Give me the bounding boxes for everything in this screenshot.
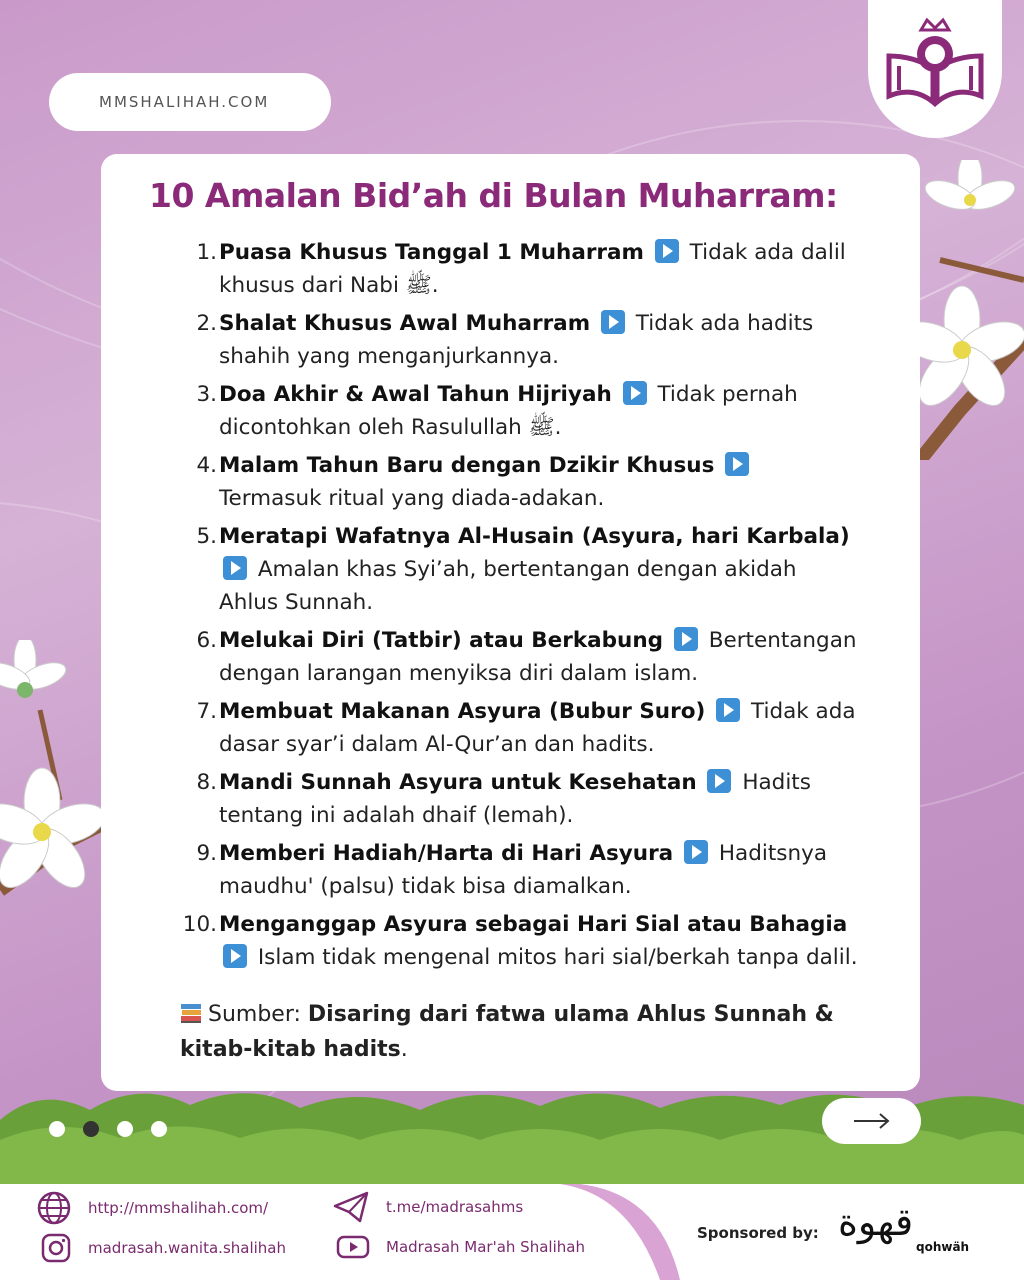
brand-logo-tab: [868, 0, 1002, 138]
list-item-text: [219, 766, 861, 832]
list-item-description: Bertentangan dengan larangan menyiksa diri dalam islam.: [219, 628, 857, 686]
list-item-title: Malam Tahun Baru dengan Dzikir Khusus: [219, 453, 715, 478]
carousel-dot[interactable]: [117, 1121, 133, 1137]
list-item-number: 10.: [182, 912, 217, 937]
site-pill-label: MMSHALIHAH.COM: [99, 93, 270, 111]
list-item-text: [219, 624, 861, 690]
play-icon: [674, 627, 698, 651]
list-item: [161, 449, 861, 515]
list-item-number: 3.: [196, 382, 217, 407]
list-item-text: [219, 449, 861, 515]
site-pill[interactable]: [49, 73, 331, 131]
list-item: [161, 624, 861, 690]
list-item-description: Islam tidak mengenal mitos hari sial/berkah tanpa dalil.: [257, 945, 858, 970]
list-item-text: [219, 236, 861, 302]
play-icon: [707, 769, 731, 793]
list-item-title: Meratapi Wafatnya Al-Husain (Asyura, hari Karbala): [219, 524, 850, 549]
list-item-title: Mandi Sunnah Asyura untuk Kesehatan: [219, 770, 697, 795]
list-item-number: 6.: [196, 628, 217, 653]
footer-instagram-link[interactable]: [40, 1232, 286, 1264]
list-item: [161, 520, 861, 619]
list-item-number: 1.: [196, 240, 217, 265]
list-item-description: Tidak ada hadits shahih yang menganjurkannya.: [219, 311, 814, 369]
play-icon: [716, 698, 740, 722]
next-button[interactable]: [822, 1098, 921, 1144]
list-item-number: 2.: [196, 311, 217, 336]
list-item: [161, 908, 861, 974]
play-icon: [223, 556, 247, 580]
list-item-text: [219, 520, 861, 619]
footer-youtube-text: Madrasah Mar'ah Shalihah: [386, 1238, 585, 1256]
list-item-text: [219, 837, 861, 903]
list-item-title: Shalat Khusus Awal Muharram: [219, 311, 591, 336]
play-icon: [655, 239, 679, 263]
source-note: [180, 997, 840, 1067]
list-item-number: 9.: [196, 841, 217, 866]
list-item-title: Doa Akhir & Awal Tahun Hijriyah: [219, 382, 612, 407]
list-item-description: Haditsnya maudhu' (palsu) tidak bisa diamalkan.: [219, 841, 827, 899]
footer-website-text: http://mmshalihah.com/: [88, 1199, 269, 1217]
arrow-right-icon: [852, 1111, 892, 1131]
sponsor-logo-arabic: قهوة: [838, 1200, 914, 1244]
footer-telegram-text: t.me/madrasahms: [386, 1198, 524, 1216]
list-item-description: Hadits tentang ini adalah dhaif (lemah).: [219, 770, 811, 828]
list-item-number: 8.: [196, 770, 217, 795]
play-icon: [623, 381, 647, 405]
instagram-icon: [40, 1232, 72, 1264]
list-item-description: Termasuk ritual yang diada-adakan.: [219, 486, 605, 511]
list-item: [161, 307, 861, 373]
flower-branch-left-decoration: [0, 640, 110, 910]
sponsor-logo-latin: qohwäh: [916, 1240, 970, 1254]
list-item-text: [219, 695, 861, 761]
telegram-icon: [332, 1190, 370, 1224]
list-item-title: Melukai Diri (Tatbir) atau Berkabung: [219, 628, 664, 653]
list-item-title: Puasa Khusus Tanggal 1 Muharram: [219, 240, 644, 265]
list-item-description: Tidak ada dalil khusus dari Nabi ﷺ.: [219, 240, 846, 298]
list-item: [161, 695, 861, 761]
globe-icon: [36, 1190, 72, 1226]
content-card: [101, 154, 920, 1091]
list-item: [161, 378, 861, 444]
footer-youtube-link[interactable]: [336, 1234, 585, 1260]
page-title: 10 Amalan Bid’ah di Bulan Muharram:: [149, 176, 838, 215]
list-item-description: Tidak pernah dicontohkan oleh Rasulullah ﷺ.: [219, 382, 798, 440]
list-item: [161, 766, 861, 832]
list-item-description: Tidak ada dasar syar’i dalam Al-Qur’an dan hadits.: [219, 699, 856, 757]
source-end: .: [400, 1037, 408, 1062]
bidah-list: [161, 236, 861, 979]
list-item-number: 7.: [196, 699, 217, 724]
list-item-title: Menganggap Asyura sebagai Hari Sial atau Bahagia: [219, 912, 848, 937]
list-item-description: Amalan khas Syi’ah, bertentangan dengan akidah Ahlus Sunnah.: [219, 557, 797, 615]
list-item-title: Memberi Hadiah/Harta di Hari Asyura: [219, 841, 674, 866]
play-icon: [725, 452, 749, 476]
youtube-icon: [336, 1234, 370, 1260]
carousel-dot[interactable]: [49, 1121, 65, 1137]
list-item-number: 4.: [196, 453, 217, 478]
play-icon: [601, 310, 625, 334]
source-label: Sumber:: [208, 1002, 301, 1027]
sponsor-logo: [838, 1200, 978, 1262]
carousel-dot[interactable]: [83, 1121, 99, 1137]
list-item: [161, 837, 861, 903]
carousel-dot[interactable]: [151, 1121, 167, 1137]
footer-curve-decoration: [560, 1184, 680, 1280]
play-icon: [684, 840, 708, 864]
footer-website-link[interactable]: [36, 1190, 268, 1226]
sponsored-by-label: Sponsored by:: [697, 1224, 819, 1242]
list-item: [161, 236, 861, 302]
carousel-dots: [49, 1121, 167, 1137]
source-text: Disaring dari fatwa ulama Ahlus Sunnah & kitab-kitab hadits: [180, 1002, 834, 1062]
list-item-text: [219, 378, 861, 444]
footer-instagram-text: madrasah.wanita.shalihah: [88, 1239, 286, 1257]
logo-icon: [883, 16, 987, 112]
list-item-text: [219, 307, 861, 373]
play-icon: [223, 944, 247, 968]
footer-telegram-link[interactable]: [332, 1190, 523, 1224]
list-item-number: 5.: [196, 524, 217, 549]
list-item-title: Membuat Makanan Asyura (Bubur Suro): [219, 699, 706, 724]
books-icon: [180, 1002, 202, 1024]
list-item-text: [219, 908, 861, 974]
